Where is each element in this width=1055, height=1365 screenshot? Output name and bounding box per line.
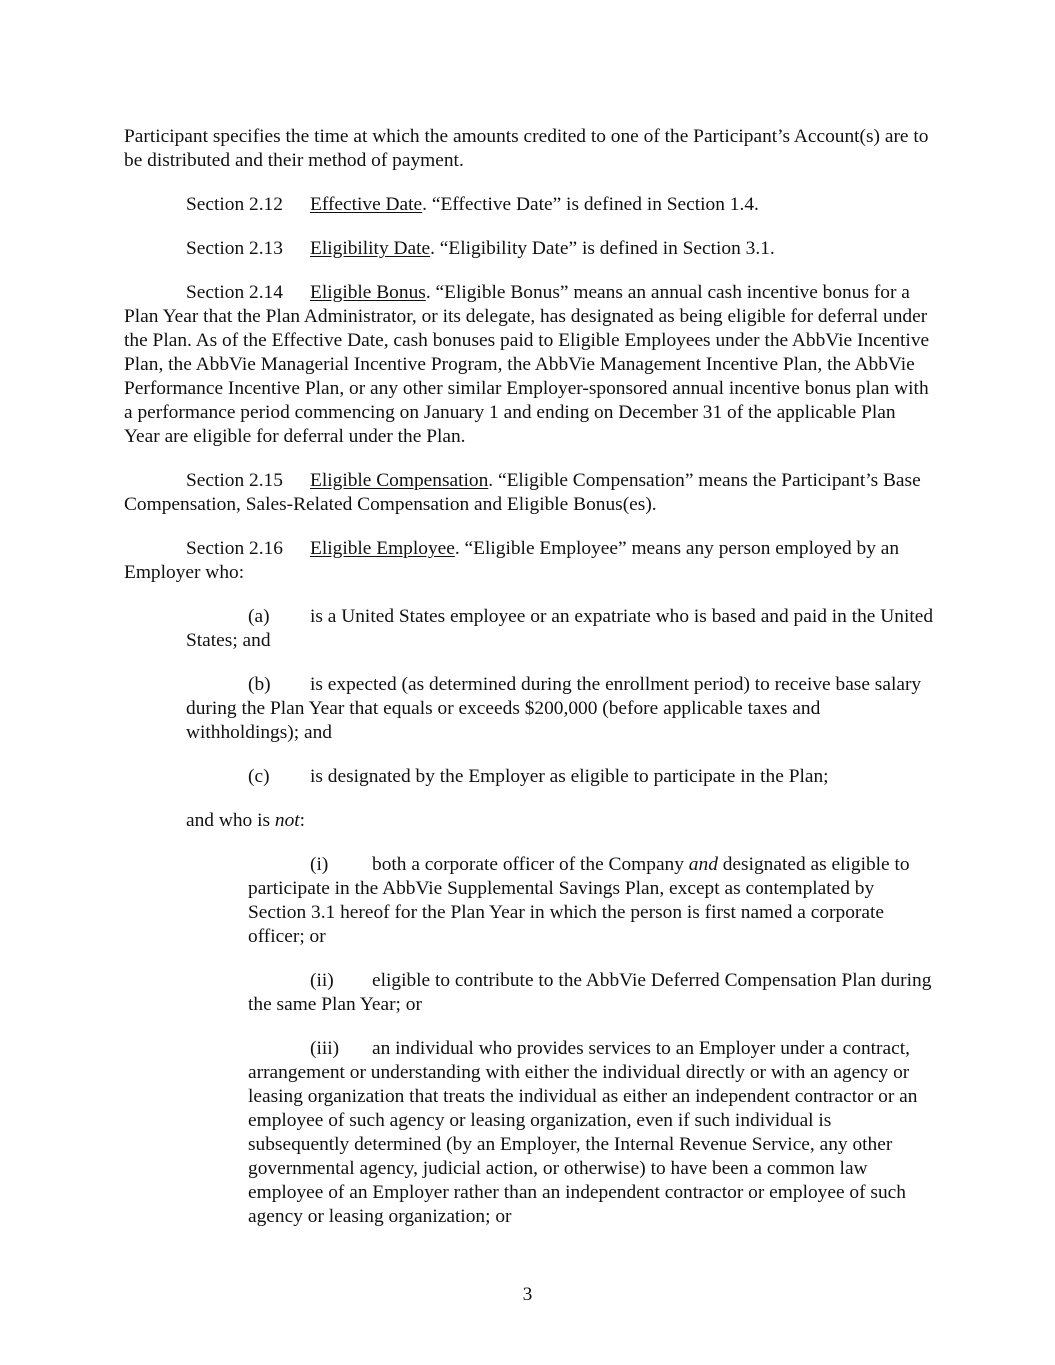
criterion-a [186,605,934,653]
exclusion-intro-emphasis: not [274,810,300,831]
item-label: (c) [248,766,270,787]
item-label: (b) [248,674,271,695]
exclusion-iii [248,1037,934,1229]
item-text-before: both a corporate officer of the Company [372,854,689,875]
section-number: Section 2.16 [186,538,283,559]
item-label: (iii) [310,1038,340,1059]
section-body: . “Eligible Compensation” means the Participant’s Base Compensation, Sales-Related Compensation and Eligible Bonus(es). [124,470,921,515]
defined-term: Eligible Bonus [310,282,426,303]
section-number: Section 2.12 [186,194,283,215]
item-emphasis: and [688,854,718,875]
section-2-14 [124,281,934,449]
exclusion-intro [186,809,934,833]
section-number: Section 2.13 [186,238,283,259]
section-body: . “Effective Date” is defined in Section 1.4. [422,194,759,215]
page-number: 3 [522,1284,533,1305]
item-text: an individual who provides services to an Employer under a contract, arrangement or understanding with either the individual directly or with an agency or leasing organization that treats the individual as either an independent contractor or an employee of such agency or leasing organization, even if such individual is subsequently determined (by an Employer, the Internal Revenue Service, any other governmental agency, judicial action, or otherwise) to have been a common law employee of an Employer rather than an independent contractor or employee of such agency or leasing organization; or [248,1038,918,1227]
defined-term: Eligible Employee [310,538,455,559]
continuation-paragraph: Participant specifies the time at which the amounts credited to one of the Participant’s Account(s) are to be distributed and their method of payment. [124,126,929,171]
section-body: . “Eligible Bonus” means an annual cash incentive bonus for a Plan Year that the Plan Administrator, or its delegate, has designated as being eligible for deferral under the Plan. As of the Effective Date, cash bonuses paid to Eligible Employees under the AbbVie Incentive Plan, the AbbVie Managerial Incentive Program, the AbbVie Management Incentive Plan, the AbbVie Performance Incentive Plan, or any other similar Employer-sponsored annual incentive bonus plan with a performance period commencing on January 1 and ending on December 31 of the applicable Plan Year are eligible for deferral under the Plan. [124,282,930,447]
criterion-b [186,673,934,745]
criterion-c [186,765,934,789]
defined-term: Effective Date [310,194,423,215]
section-body: . “Eligible Employee” means any person employed by an Employer who: [124,538,900,583]
item-text: eligible to contribute to the AbbVie Deferred Compensation Plan during the same Plan Year; or [248,970,932,1015]
exclusion-intro-prefix: and who is [186,810,275,831]
exclusion-intro-suffix: : [299,810,306,831]
item-text: is expected (as determined during the enrollment period) to receive base salary during the Plan Year that equals or exceeds $200,000 (before applicable taxes and withholdings); and [186,674,922,743]
document-page [124,125,934,1229]
item-text: is a United States employee or an expatriate who is based and paid in the United States; and [186,606,934,651]
item-label: (a) [248,606,270,627]
item-text-after: designated as eligible to participate in the AbbVie Supplemental Savings Plan, except as contemplated by Section 3.1 hereof for the Plan Year in which the person is first named a corporate officer; or [248,854,910,947]
section-number: Section 2.14 [186,282,283,303]
section-body: . “Eligibility Date” is defined in Section 3.1. [430,238,775,259]
section-2-12 [124,193,934,217]
item-label: (i) [310,854,329,875]
defined-term: Eligible Compensation [310,470,489,491]
section-2-15 [124,469,934,517]
section-2-16 [124,537,934,585]
item-text: is designated by the Employer as eligible to participate in the Plan; [310,766,829,787]
item-label: (ii) [310,970,334,991]
exclusion-ii [248,969,934,1017]
section-number: Section 2.15 [186,470,283,491]
section-2-13 [124,237,934,261]
exclusion-i [248,853,934,949]
defined-term: Eligibility Date [310,238,431,259]
